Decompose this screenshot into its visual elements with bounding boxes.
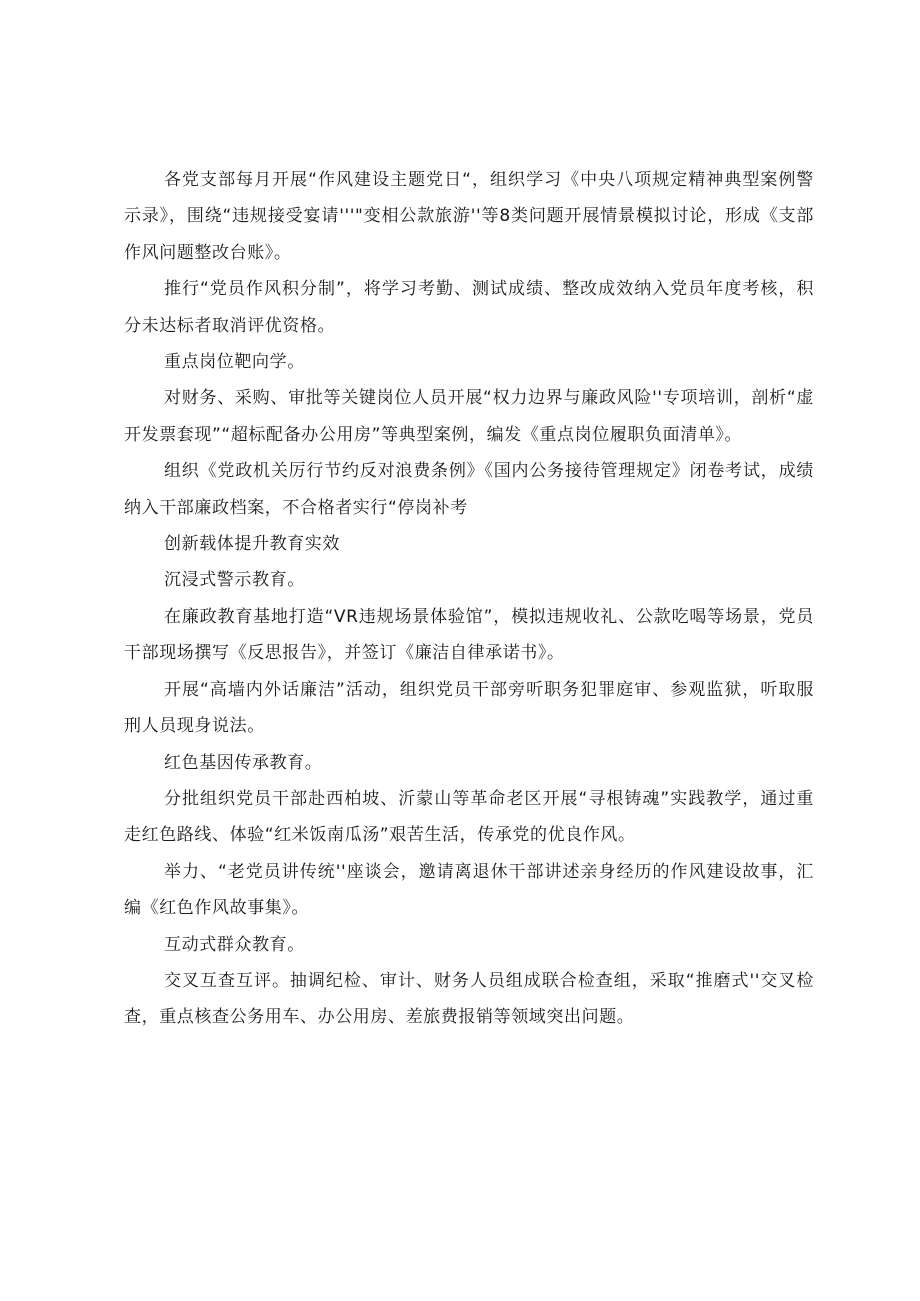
paragraph-12: 举力、“老党员讲传统''座谈会，邀请离退休干部讲述亲身经历的作风建设故事，汇编《红色作风故事集》。 <box>124 861 814 919</box>
paragraph-6-heading: 创新载体提升教育实效 <box>164 534 340 555</box>
document-body <box>124 162 814 1036</box>
paragraph-1: 各党支部每月开展“作风建设主题党日“，组织学习《中央八项规定精神典型案例警示录》，围绕“违规接受宴请'''"变相公款旅游''等8类问题开展情景模拟讨论，形成《支部作风问题整改台账》。 <box>124 170 814 263</box>
paragraph-4: 对财务、采购、审批等关键岗位人员开展“权力边界与廉政风险''专项培训，剖析“虚开发票套现”“超标配备办公用房”等典型案例，编发《重点岗位履职负面清单》。 <box>124 388 814 445</box>
paragraph-14: 交叉互查互评。抽调纪检、审计、财务人员组成联合检查组，采取“推磨式''交叉检查，重点核查公务用车、办公用房、差旅费报销等领域突出问题。 <box>124 970 814 1028</box>
paragraph-7-heading: 沉浸式警示教育。 <box>164 570 305 591</box>
paragraph-13-heading: 互动式群众教育。 <box>164 934 305 955</box>
paragraph-10-heading: 红色基因传承教育。 <box>164 752 323 773</box>
paragraph-8: 在廉政教育基地打造“VR违规场景体验馆”，模拟违规收礼、公款吃喝等场景，党员干部现场撰写《反思报告》，并签订《廉洁自律承诺书》。 <box>124 606 814 664</box>
paragraph-9: 开展“高墙内外话廉洁”活动，组织党员干部旁听职务犯罪庭审、参观监狱，听取服刑人员现身说法。 <box>124 679 814 737</box>
paragraph-3-heading: 重点岗位靶向学。 <box>164 352 305 373</box>
paragraph-5: 组织《党政机关厉行节约反对浪费条例》《国内公务接待管理规定》闭卷考试，成绩纳入干部廉政档案，不合格者实行“停岗补考 <box>124 461 814 518</box>
paragraph-2: 推行“党员作风积分制”，将学习考勤、测试成绩、整改成效纳入党员年度考核，积分未达标者取消评优资格。 <box>124 279 814 336</box>
paragraph-11: 分批组织党员干部赴西柏坡、沂蒙山等革命老区开展“寻根铸魂”实践教学，通过重走红色路线、体验“红米饭南瓜汤”艰苦生活，传承党的优良作风。 <box>124 788 814 846</box>
